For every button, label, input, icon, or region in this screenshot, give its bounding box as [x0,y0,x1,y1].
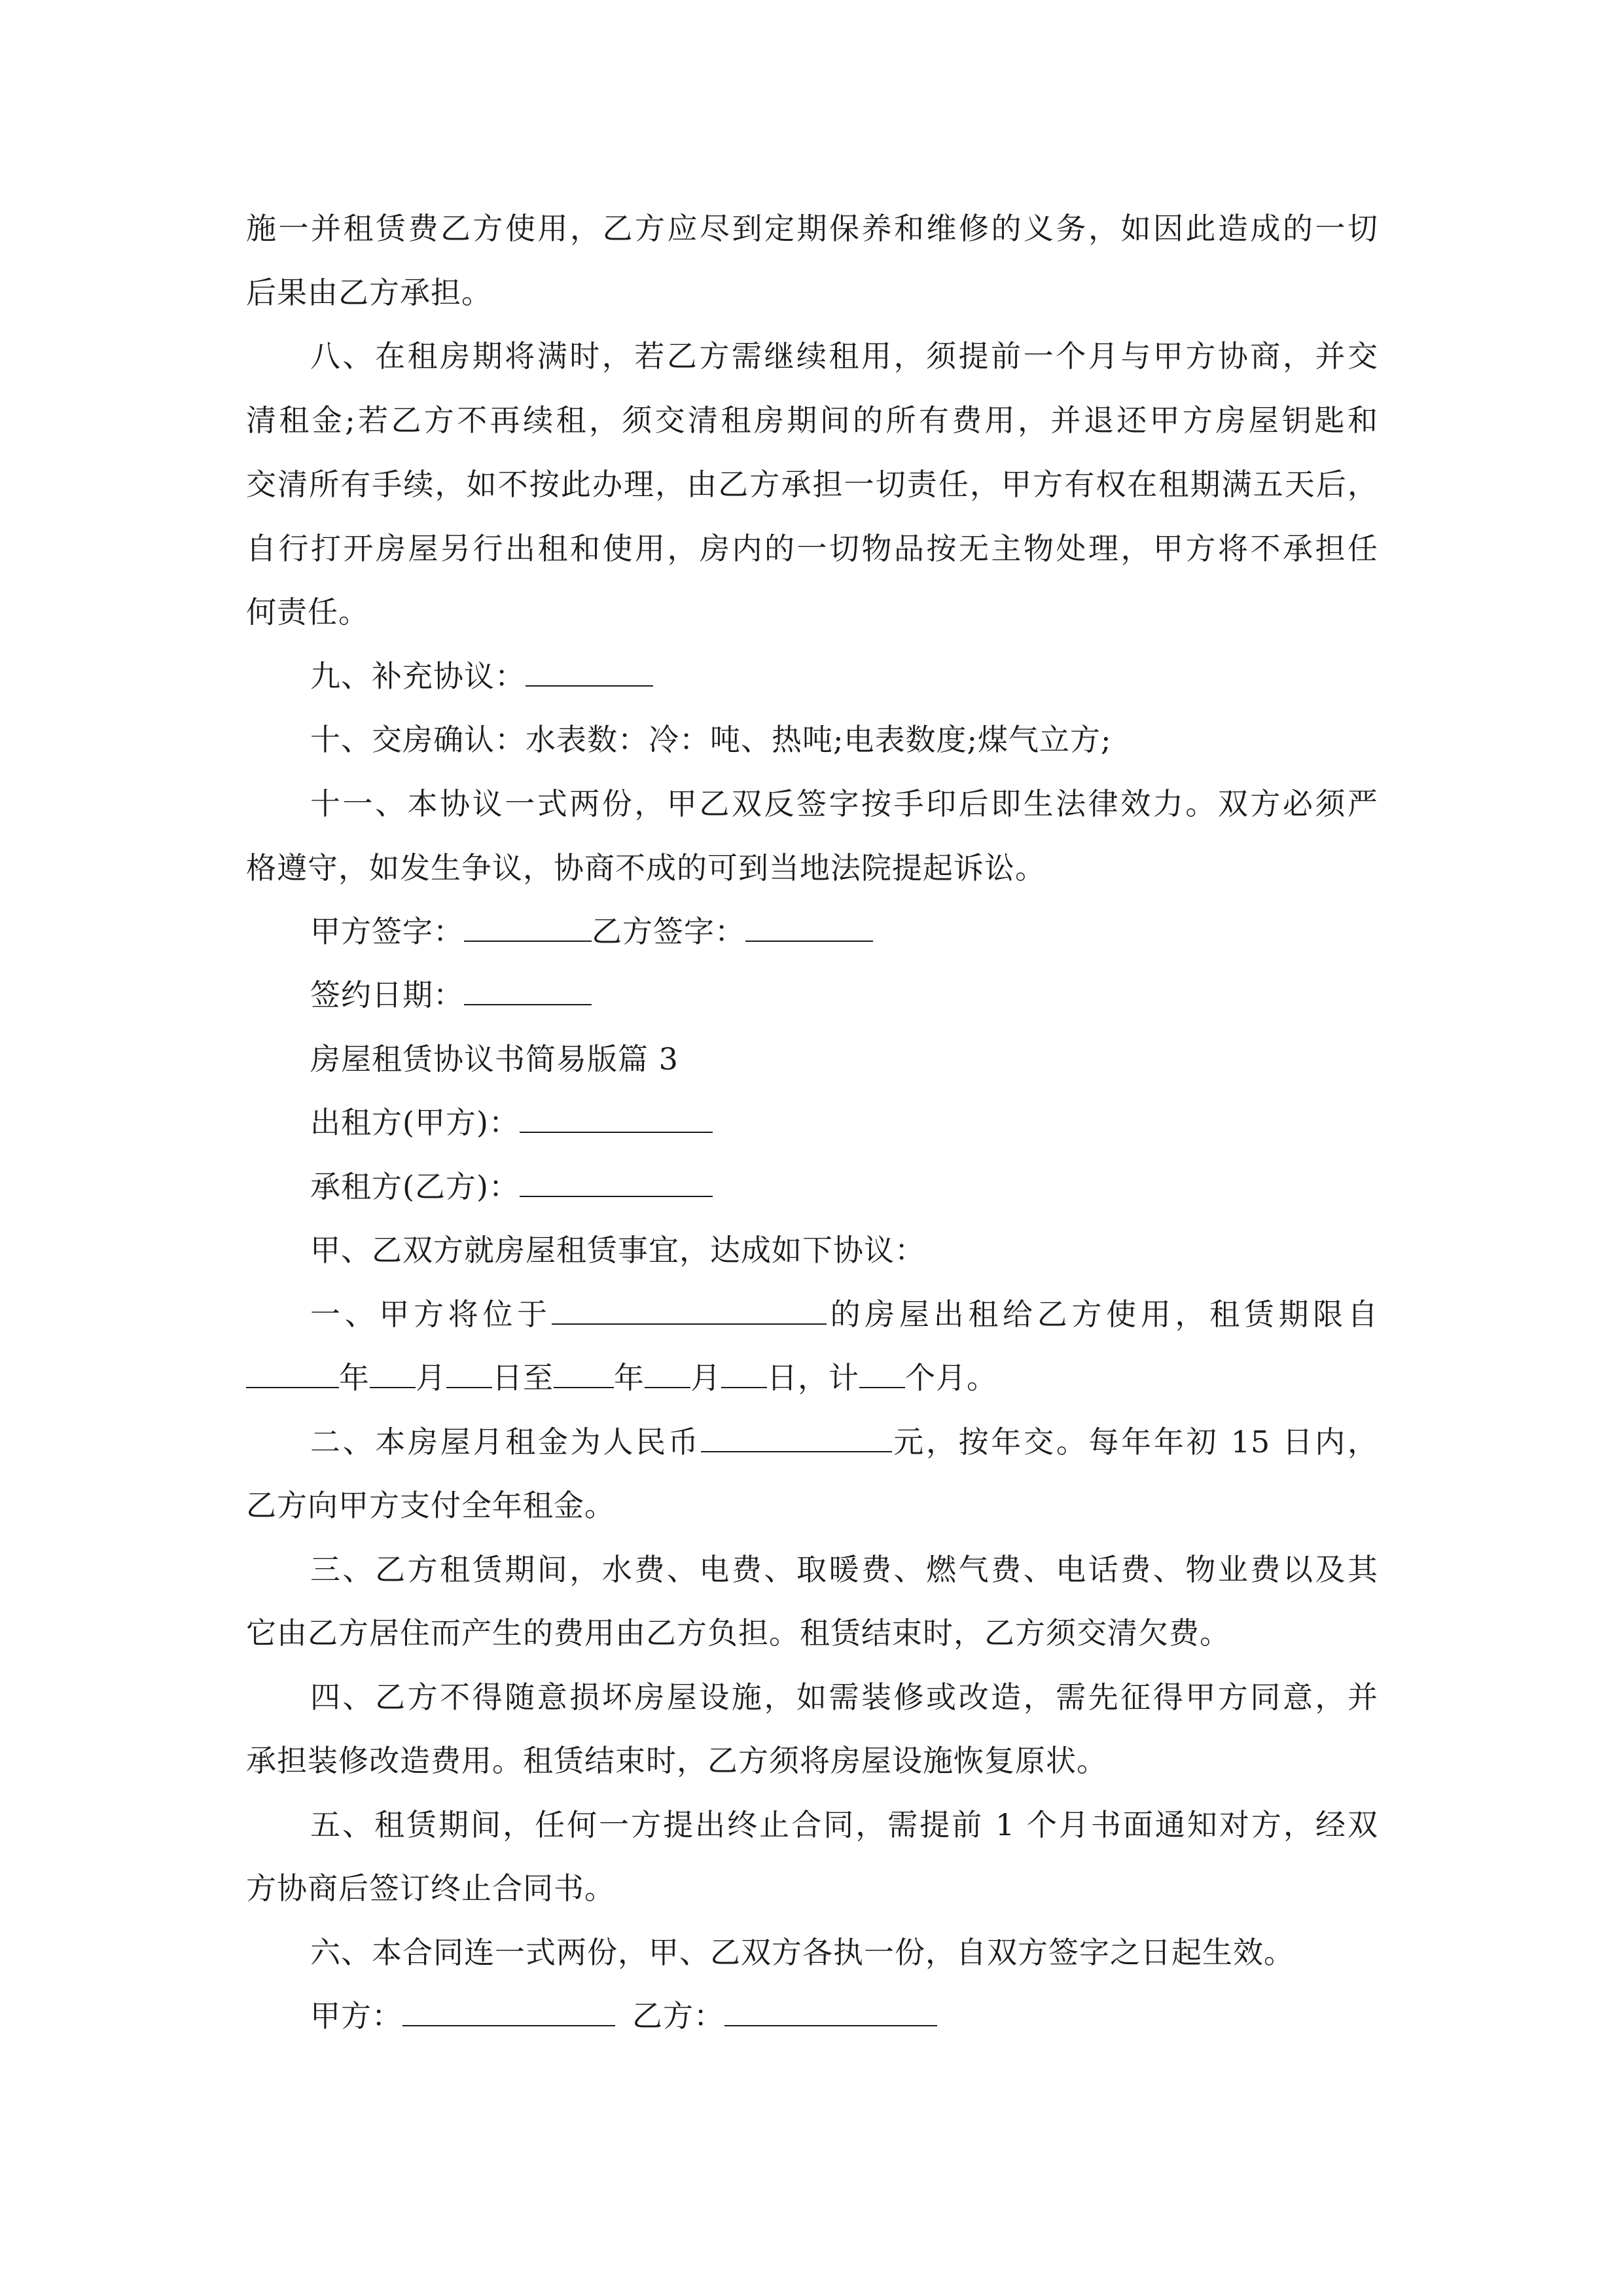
blank-field [246,1354,339,1388]
blank-field [520,1163,713,1197]
clause-9-line [310,650,1442,702]
day-total-label: 日，计 [767,1360,859,1395]
article-2-line [310,1416,1378,1468]
article-4-line: 四、乙方不得随意损坏房屋设施，如需装修或改造，需先征得甲方同意，并 [310,1679,1378,1715]
blank-field [645,1354,690,1388]
blank-field [464,908,592,942]
month-label: 月 [416,1360,446,1395]
blank-field [721,1354,767,1388]
article-6-line: 六、本合同连一式两份，甲、乙双方各执一份，自双方签字之日起生效。 [310,1935,1294,1970]
paragraph-line: 它由乙方居住而产生的费用由乙方负担。租赁结束时，乙方须交清欠费。 [246,1615,1230,1651]
party-a-signature-label: 甲方签字： [310,914,464,949]
article-2-label: 二、本房屋月租金为人民币 [310,1424,701,1460]
month-label: 月 [690,1360,721,1395]
article-2-text: 元，按年交。每年年初 15 日内， [891,1424,1379,1460]
paragraph-line: 交清所有手续，如不按此办理，由乙方承担一切责任，甲方有权在租期满五天后， [246,467,1378,502]
paragraph-line: 何责任。 [246,594,369,630]
blank-field [526,653,653,687]
paragraph-line: 施一并租赁费乙方使用，乙方应尽到定期保养和维修的义务，如因此造成的一切 [246,211,1378,246]
paragraph-line: 乙方向甲方支付全年租金。 [246,1488,615,1523]
paragraph-line: 承担装修改造费用。租赁结束时，乙方须将房屋设施恢复原状。 [246,1743,1107,1778]
lessee-label: 承租方(乙方)： [310,1169,520,1204]
blank-field [402,1992,615,2026]
clause-10-line: 十、交房确认：水表数：冷：吨、热吨;电表数度;煤气立方; [310,722,1112,757]
party-b-label: 乙方： [632,1998,724,2034]
final-signature-line [310,1990,1442,2042]
blank-field [446,1354,492,1388]
blank-field [552,1291,827,1325]
paragraph-line: 清租金;若乙方不再续租，须交清租房期间的所有费用，并退还甲方房屋钥匙和 [246,403,1378,438]
signature-line [310,905,1442,958]
lessee-line [310,1160,1442,1213]
paragraph-line: 后果由乙方承担。 [246,275,492,310]
year-label: 年 [339,1360,370,1395]
blank-field [370,1354,416,1388]
party-b-signature-label: 乙方签字： [592,914,745,949]
months-label: 个月。 [905,1360,997,1395]
clause-11-line: 十一、本协议一式两份，甲乙双反签字按手印后即生法律效力。双方必须严 [310,786,1378,821]
blank-field [724,1992,937,2026]
lease-period-line [246,1352,1378,1404]
paragraph-line: 格遵守，如发生争议，协商不成的可到当地法院提起诉讼。 [246,850,1046,886]
blank-field [554,1354,614,1388]
article-1-label: 一、甲方将位于 [310,1297,552,1332]
paragraph-line: 方协商后签订终止合同书。 [246,1871,615,1906]
sign-date-label: 签约日期： [310,977,464,1013]
article-3-line: 三、乙方租赁期间，水费、电费、取暖费、燃气费、电话费、物业费以及其 [310,1552,1378,1587]
agreement-intro: 甲、乙双方就房屋租赁事宜，达成如下协议： [310,1232,925,1268]
blank-field [464,971,592,1005]
lessor-label: 出租方(甲方)： [310,1105,520,1140]
party-a-label: 甲方： [310,1998,402,2034]
blank-field [745,908,873,942]
article-5-line: 五、租赁期间，任何一方提出终止合同，需提前 1 个月书面通知对方，经双 [310,1807,1378,1842]
day-to-label: 日至 [492,1360,554,1395]
article-1-line [310,1288,1378,1340]
article-1-text: 的房屋出租给乙方使用，租赁期限自 [826,1297,1379,1332]
clause-9-label: 九、补充协议： [310,658,526,694]
blank-field [520,1099,713,1133]
clause-8-line: 八、在租房期将满时，若乙方需继续租用，须提前一个月与甲方协商，并交 [310,338,1378,374]
year-label: 年 [614,1360,645,1395]
section-heading: 房屋租赁协议书简易版篇 3 [310,1041,679,1077]
blank-field [859,1354,905,1388]
paragraph-line: 自行打开房屋另行出租和使用，房内的一切物品按无主物处理，甲方将不承担任 [246,531,1378,566]
blank-field [701,1418,892,1452]
sign-date-line [310,969,1442,1021]
lessor-line [310,1096,1442,1149]
